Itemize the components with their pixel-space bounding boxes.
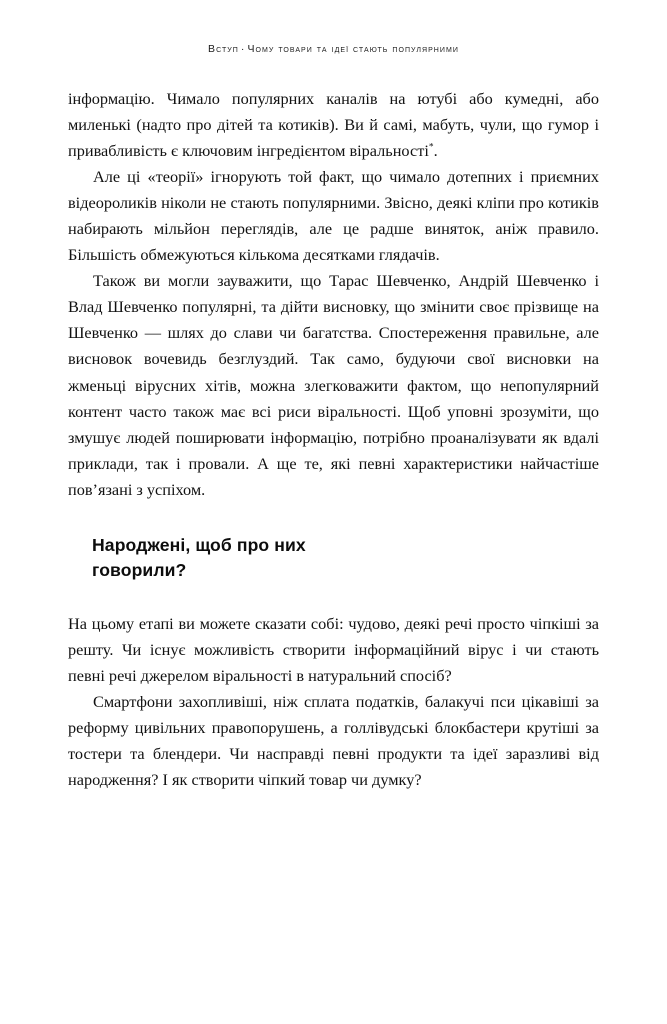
paragraph-1-tail: . [433,141,438,161]
paragraph-3: Також ви могли зауважити, що Тарас Шевченко, Андрій Шевченко і Влад Шевченко популярні, та дійти висновку, що змінити своє прізвище на Шевченко — шлях до слави чи багатства. Спостереження правильне, але висновок вочевидь безглуздий. Так само, будуючи свої висновки на жменьці вірусних хітів, можна злегковажити фактом, що непопулярний контент часто також має всі риси віральності. Щоб уповні зрозуміти, що змушує людей поширювати інформацію, потрібно проаналізувати як вдалі приклади, так і провали. А ще те, які певні характеристики найчастіше пов’язані з успіхом. [68,271,599,499]
paragraph-1 [68,86,599,164]
running-head-separator: · [240,43,246,55]
section-heading [92,533,392,584]
section-paragraph-2: Смартфони захопливіші, ніж сплата податків, балакучі пси цікавіші за реформу цивільних правопорушень, а голлівудські блокбастери крутіші за тостери та блендери. Чи насправді певні продукти та ідеї заразливі від народження? І як створити чіпкий товар чи думку? [68,691,599,790]
text-block [68,86,599,793]
running-head [0,43,667,55]
section-heading-line-2: говорили? [92,560,187,581]
section-heading-wrap [68,533,599,584]
section-heading-line-1: Народжені, щоб про них [92,534,306,555]
running-head-chapter-title: Чому товари та ідеї стають популярними [247,43,459,55]
paragraph-1-text: інформацію. Чимало популярних каналів на ютубі або кумедні, або миленькі (надто про дітей та котиків). Ви й самі, мабуть, чули, що гумор і привабливість є ключовим інгредієнтом віральності [68,89,599,161]
section-paragraph-1: На цьому етапі ви можете сказати собі: чудово, деякі речі просто чіпкіші за решту. Чи існує можливість створити інформаційний вірус і чи стають певні речі джерелом віральності в натуральний спосіб? [68,613,599,685]
running-head-chapter-label: Вступ [208,43,239,55]
footnote-marker: * [428,142,434,153]
paragraph-2: Але ці «теорії» ігнорують той факт, що чимало дотепних і приємних відеороликів ніколи не стають популярними. Звісно, деякі кліпи про котиків набирають мільйон переглядів, але це радше виняток, аніж правило. Більшість обмежуються кількома десятками глядачів. [68,167,599,265]
